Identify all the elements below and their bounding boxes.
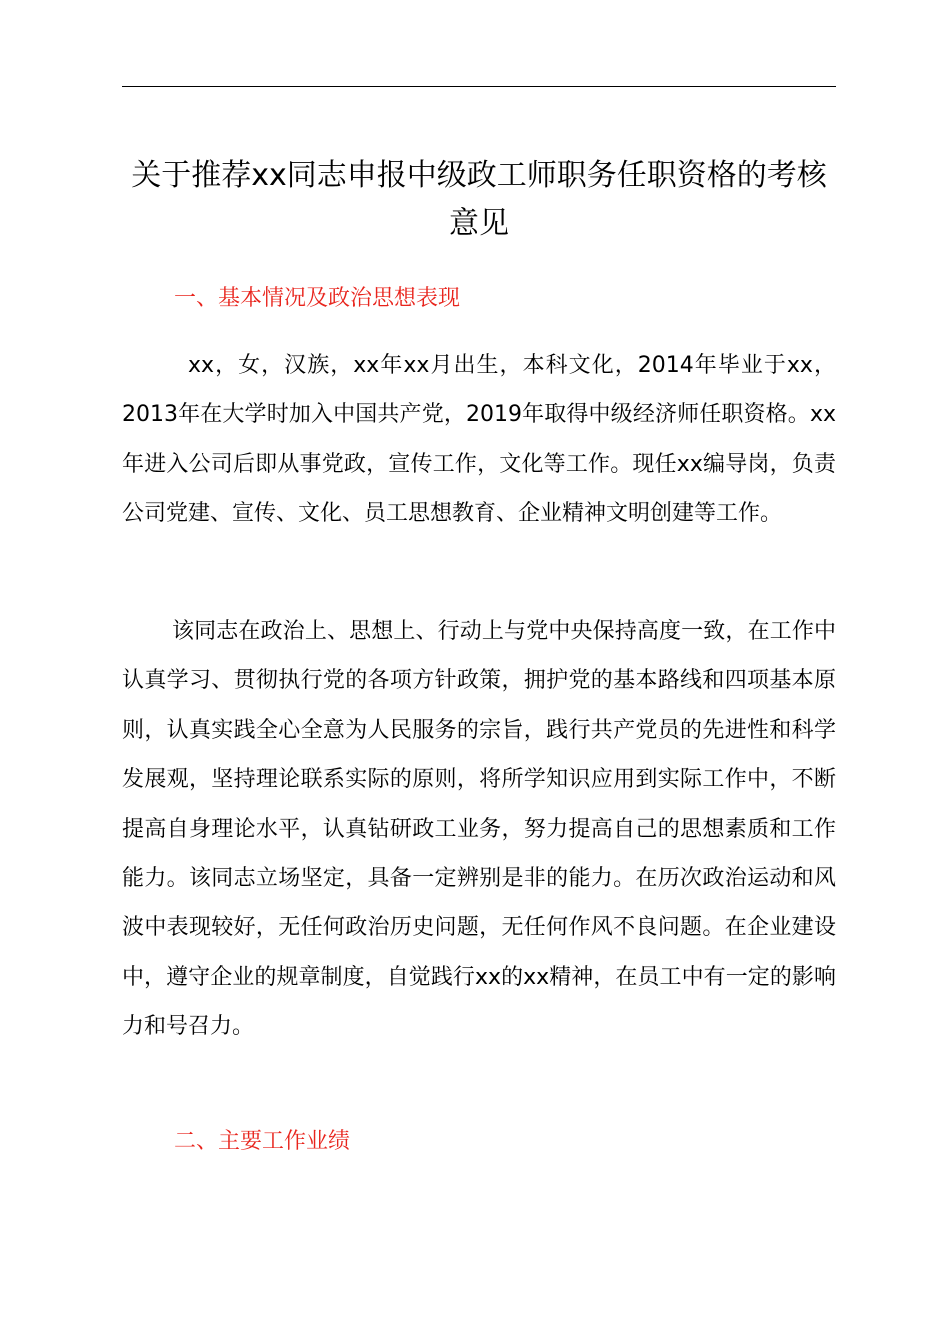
section-heading-work-achievements: 二、主要工作业绩: [174, 1129, 351, 1154]
section-heading-basic-info: 一、基本情况及政治思想表现: [174, 286, 461, 311]
paragraph-political-evaluation: 该同志在政治上、思想上、行动上与党中央保持高度一致，在工作中认真学习、贯彻执行党的各项方针政策，拥护党的基本路线和四项基本原则，认真实践全心全意为人民服务的宗旨，践行共产党员的先进性和科学发展观，坚持理论联系实际的原则，将所学知识应用到实际工作中，不断提高自身理论水平，认真钻研政工业务，努力提高自己的思想素质和工作能力。该同志立场坚定，具备一定辨别是非的能力。在历次政治运动和风波中表现较好，无任何政治历史问题，无任何作风不良问题。在企业建设中，遵守企业的规章制度，自觉践行xx的xx精神，在员工中有一定的影响力和号召力。: [122, 619, 836, 1040]
document-title: 关于推荐xx同志申报中级政工师职务任职资格的考核意见: [131, 158, 827, 241]
paragraph-personal-background: xx，女，汉族，xx年xx月出生，本科文化，2014年毕业于xx，2013年在大学时加入中国共产党，2019年取得中级经济师任职资格。xx年进入公司后即从事党政，宣传工作，文化等工作。现任xx编导岗，负责公司党建、宣传、文化、员工思想教育、企业精神文明创建等工作。: [122, 353, 836, 527]
header-rule: [122, 86, 836, 87]
